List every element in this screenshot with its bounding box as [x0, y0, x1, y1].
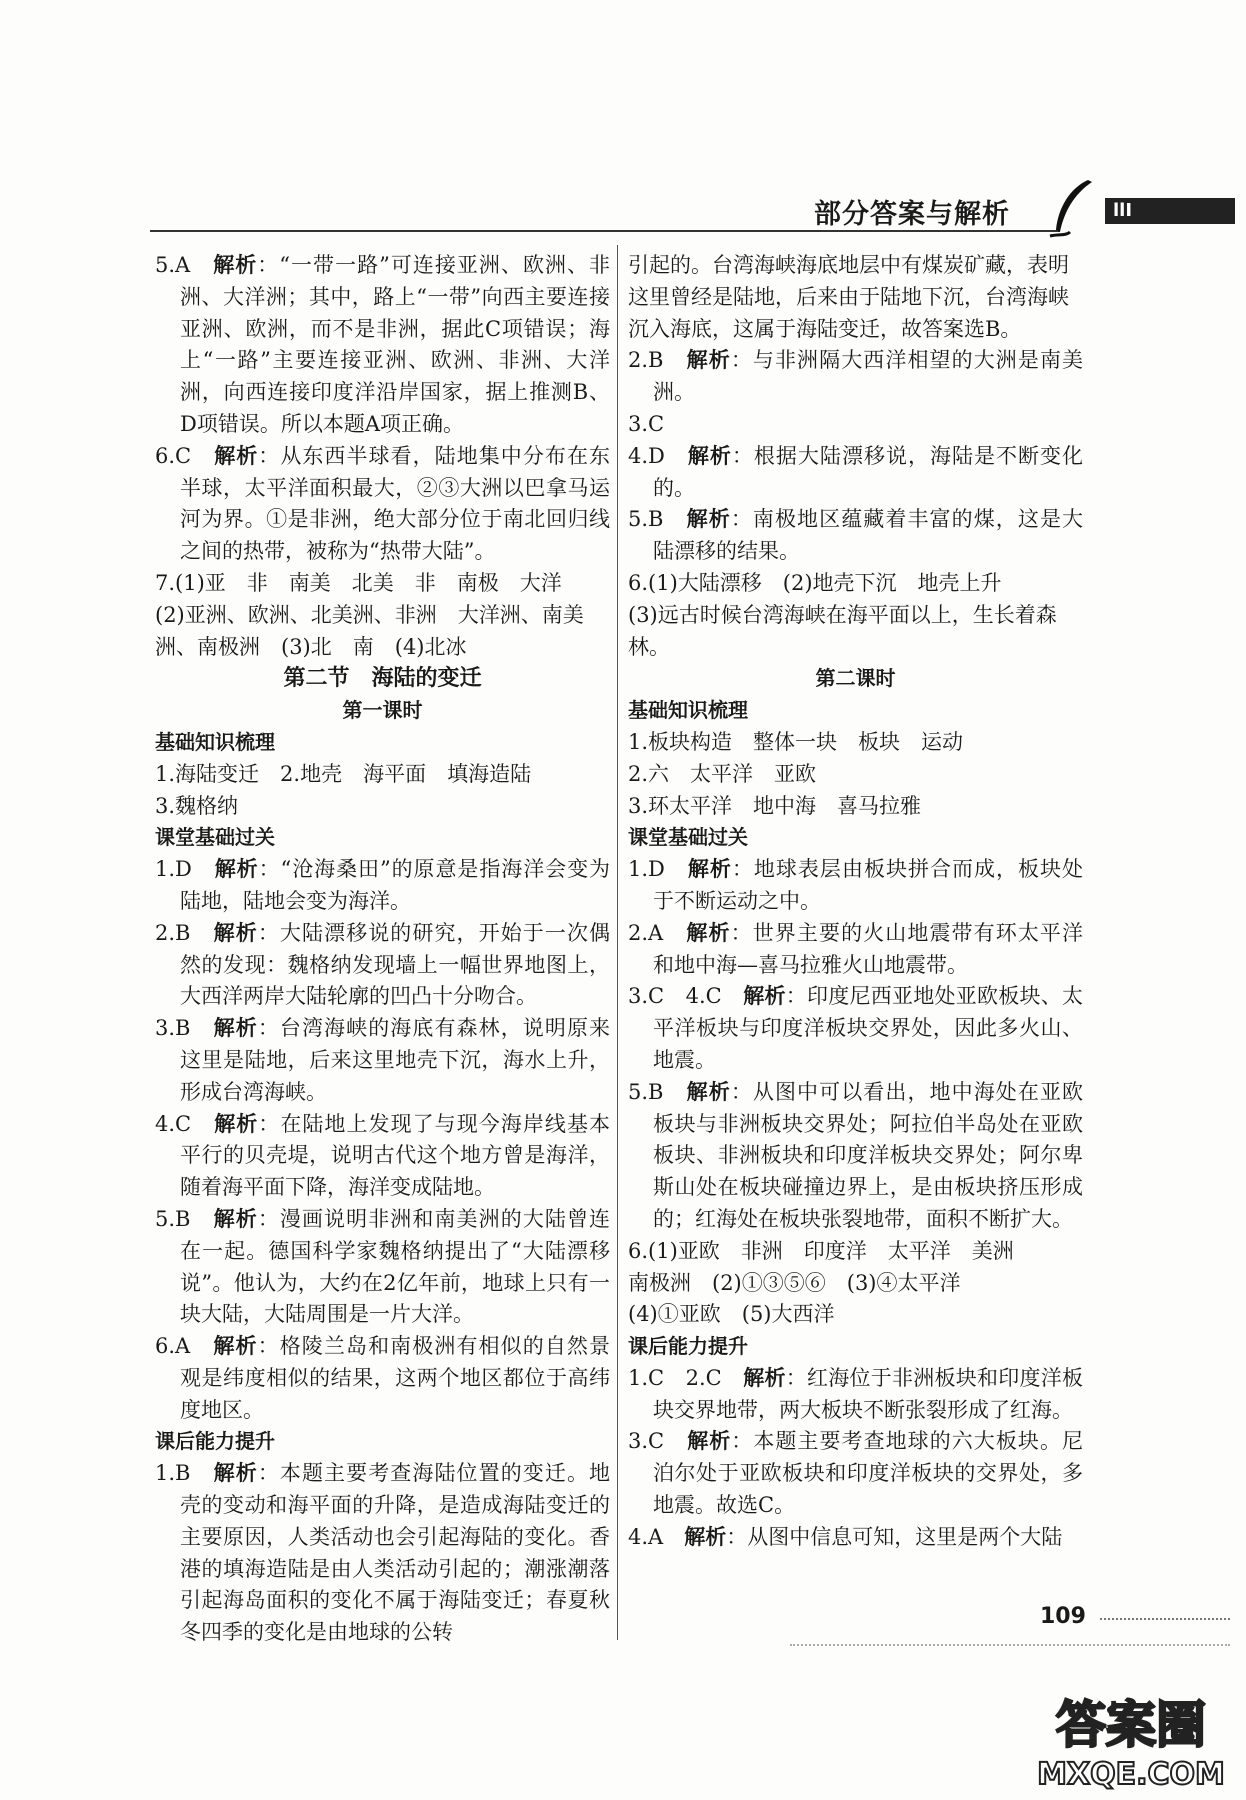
- section-heading: 第二课时: [815, 666, 896, 691]
- answer-item: 3.C 解析：本题主要考查地球的六大板块。尼泊尔处于亚欧板块和印度洋板块的交界处，多地震。故选C。: [628, 1429, 1083, 1518]
- left-column: [155, 250, 610, 1649]
- header-title: 部分答案与解析: [814, 199, 1010, 230]
- answer-line: 引起的。台湾海峡海底地层中有煤炭矿藏，表明这里曾经是陆地，后来由于陆地下沉，台湾海峡沉入海底，这属于海陆变迁，故答案选B。: [628, 253, 1069, 341]
- section-heading: 课堂基础过关: [628, 825, 748, 850]
- quill-pen-icon: [1040, 178, 1100, 240]
- right-column: [628, 250, 1083, 1554]
- answer-item: 6.(1)大陆漂移 (2)地壳下沉 地壳上升: [628, 570, 1002, 595]
- answer-item: 6.A 解析：格陵兰岛和南极洲有相似的自然景观是纬度相似的结果，这两个地区都位于高纬度地区。: [155, 1334, 611, 1422]
- answer-item: 5.B 解析：从图中可以看出，地中海处在亚欧板块与非洲板块交界处；阿拉伯半岛处在亚欧板块、非洲板块和印度洋板块交界处；阿尔卑斯山处在板块碰撞边界上，是由板块挤压形成的；红海处在板块张裂地带，面积不断扩大。: [628, 1079, 1084, 1231]
- answer-item: 1.D 解析：“沧海桑田”的原意是指海洋会变为陆地，陆地会变为海洋。: [155, 857, 611, 913]
- answer-item: 1.B 解析：本题主要考查海陆位置的变迁。地壳的变动和海平面的升降，是造成海陆变迁的主要原因，人类活动也会引起海陆的变化。香港的填海造陆是由人类活动引起的；潮涨潮落引起海岛面积的变化不属于海陆变迁；春夏秋冬四季的变化是由地球的公转: [155, 1461, 611, 1645]
- answer-item: 3.C: [628, 411, 665, 436]
- answer-item: 1.C 2.C 解析：红海位于非洲板块和印度洋板块交界地带，两大板块不断张裂形成了红海。: [628, 1365, 1084, 1422]
- page-header: [150, 190, 1235, 240]
- answer-item: 4.A 解析：从图中信息可知，这里是两个大陆: [628, 1524, 1063, 1549]
- answer-item: 2.A 解析：世界主要的火山地震带有环太平洋和地中海—喜马拉雅火山地震带。: [628, 920, 1084, 977]
- watermark-bottom-text: MXQE.COM: [1037, 1757, 1225, 1792]
- answer-item: 4.C 解析：在陆地上发现了与现今海岸线基本平行的贝壳堤，说明古代这个地方曾是海洋，随着海平面下降，海洋变成陆地。: [155, 1111, 610, 1200]
- page-footer: [1040, 1604, 1086, 1629]
- watermark-logo: [1031, 1684, 1231, 1792]
- answer-item: 3.C 4.C 解析：印度尼西亚地处亚欧板块、太平洋板块与印度洋板块交界处，因此多火山、地震。: [628, 984, 1084, 1072]
- answer-item: 5.B 解析：漫画说明非洲和南美洲的大陆曾连在一起。德国科学家魏格纳提出了“大陆漂移说”。他认为，大约在2亿年前，地球上只有一块大陆，大陆周围是一片大洋。: [155, 1206, 611, 1327]
- answer-line: (3)远古时候台湾海峡在海平面以上，生长着森林。: [628, 602, 1057, 659]
- answer-item: 1.D 解析：地球表层由板块拼合而成，板块处于不断运动之中。: [628, 857, 1084, 913]
- section-heading: 第一课时: [342, 698, 423, 723]
- column-divider: [617, 245, 618, 1640]
- section-heading: 课堂基础过关: [155, 825, 275, 850]
- watermark-top-text: 答案圈: [1056, 1696, 1206, 1754]
- section-heading: 第二节 海陆的变迁: [283, 666, 482, 692]
- section-heading: 基础知识梳理: [628, 698, 748, 723]
- answer-item: 2.B 解析：与非洲隔大西洋相望的大洲是南美洲。: [628, 348, 1084, 405]
- section-heading: 基础知识梳理: [155, 729, 275, 754]
- answer-item: 5.A 解析：“一带一路”可连接亚洲、欧洲、非洲、大洋洲；其中，路上“一带”向西主要连接亚洲、欧洲，而不是非洲，据此C项错误；海上“一路”主要连接亚洲、欧洲、非洲、大洋洲，向西连接印度洋沿岸国家，据上推测B、D项错误。所以本题A项正确。: [155, 253, 610, 436]
- answer-item: 5.B 解析：南极地区蕴藏着丰富的煤，这是大陆漂移的结果。: [628, 507, 1084, 564]
- answer-item: 7.(1)亚 非 南美 北美 非 南极 大洋: [155, 570, 562, 595]
- answer-line: 2.六 太平洋 亚欧: [628, 761, 817, 786]
- answer-item: 3.B 解析：台湾海峡的海底有森林，说明原来这里是陆地，后来这里地壳下沉，海水上升，形成台湾海峡。: [155, 1016, 611, 1104]
- answer-item: 4.D 解析：根据大陆漂移说，海陆是不断变化的。: [628, 443, 1084, 500]
- header-tab: llI: [1105, 198, 1235, 224]
- section-heading: 课后能力提升: [155, 1429, 275, 1454]
- answer-line: 3.魏格纳: [155, 793, 239, 818]
- section-heading: 课后能力提升: [628, 1334, 748, 1359]
- footer-dots-lower: [790, 1644, 1230, 1646]
- answer-line: 1.板块构造 整体一块 板块 运动: [628, 729, 964, 754]
- answer-line: 1.海陆变迁 2.地壳 海平面 填海造陆: [155, 761, 532, 786]
- answer-line: (4)①亚欧 (5)大西洋: [628, 1302, 835, 1327]
- answer-line: (2)亚洲、欧洲、北美洲、非洲 大洋洲、南美洲、南极洲 (3)北 南 (4)北冰: [155, 602, 584, 659]
- page-number: 109: [1040, 1604, 1086, 1629]
- answer-item: 6.(1)亚欧 非洲 印度洋 太平洋 美洲: [628, 1238, 1014, 1263]
- answer-line: 3.环太平洋 地中海 喜马拉雅: [628, 793, 922, 818]
- footer-dots: [1100, 1618, 1230, 1620]
- answer-item: 6.C 解析：从东西半球看，陆地集中分布在东半球，太平洋面积最大，②③大洲以巴拿马运河为界。①是非洲，绝大部分位于南北回归线之间的热带，被称为“热带大陆”。: [155, 443, 610, 564]
- answer-item: 2.B 解析：大陆漂移说的研究，开始于一次偶然的发现：魏格纳发现墙上一幅世界地图上，大西洋两岸大陆轮廓的凹凸十分吻合。: [155, 920, 611, 1009]
- answer-line: 南极洲 (2)①③⑤⑥ (3)④太平洋: [628, 1270, 961, 1295]
